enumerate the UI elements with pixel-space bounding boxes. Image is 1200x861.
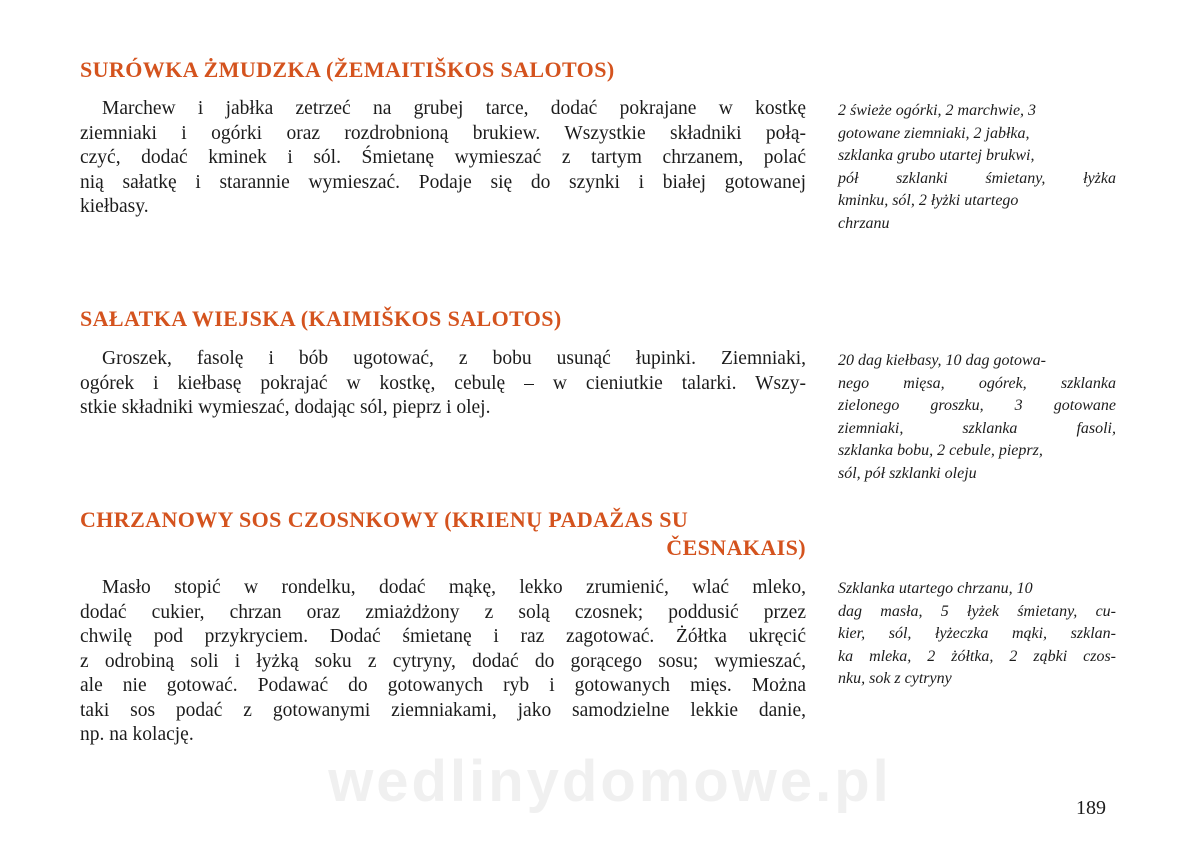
ingredients-list (838, 350, 1116, 485)
ingredient-line: sól, pół szklanki oleju (838, 464, 977, 482)
ingredient-line: szklanka bobu, 2 cebule, pieprz, (838, 442, 1043, 459)
recipe-title: SAŁATKA WIEJSKA (KAIMIŠKOS SALOTOS) (80, 306, 562, 331)
recipe-title (80, 506, 806, 562)
ingredient-line: chrzanu (838, 214, 890, 232)
instruction-line: ziemniaki i ogórki oraz rozdrobnioną brukiew. Wszystkie składniki połą- (80, 122, 806, 144)
ingredient-line: gotowane ziemniaki, 2 jabłka, (838, 124, 1030, 142)
ingredient-line: ka mleka, 2 żółtka, 2 ząbki czos- (838, 647, 1116, 665)
ingredient-line: Szklanka utartego chrzanu, 10 (838, 580, 1033, 597)
instruction-line: nią sałatkę i starannie wymieszać. Podaje się do szynki i białej gotowanej (80, 171, 806, 193)
recipe-instructions (80, 576, 806, 748)
instruction-line: chwilę pod przykryciem. Dodać śmietanę i raz zagotować. Żółtka ukręcić (80, 626, 806, 647)
ingredient-line: 2 świeże ogórki, 2 marchwie, 3 (838, 102, 1037, 119)
ingredient-line: dag masła, 5 łyżek śmietany, cu- (838, 602, 1116, 620)
ingredients-list (838, 578, 1116, 691)
ingredient-line: nego mięsa, ogórek, szklanka (838, 374, 1116, 392)
recipe-title: SURÓWKA ŻMUDZKA (ŽEMAITIŠKOS SALOTOS) (80, 57, 615, 82)
instruction-line: taki sos podać z gotowanymi ziemniakami, jako samodzielne lekkie danie, (80, 699, 806, 721)
watermark: wedlinydomowe.pl (328, 749, 892, 814)
ingredient-line: kminku, sól, 2 łyżki utartego (838, 192, 1019, 209)
instruction-line: dodać cukier, chrzan oraz zmiażdżony z solą czosnek; poddusić przez (80, 601, 806, 623)
recipe-instructions (80, 97, 806, 220)
instruction-line: kiełbasy. (80, 196, 149, 217)
instruction-line: Groszek, fasolę i bób ugotować, z bobu usunąć łupinki. Ziemniaki, (102, 348, 806, 369)
recipe-title-line: CHRZANOWY SOS CZOSNKOWY (KRIENŲ PADAŽAS SU (80, 507, 689, 532)
ingredient-line: pół szklanki śmietany, łyżka (838, 169, 1116, 187)
instruction-line: Masło stopić w rondelku, dodać mąkę, lekko zrumienić, wlać mleko, (102, 577, 806, 598)
recipe-title-line: ČESNAKAIS) (666, 535, 806, 560)
ingredients-list (838, 100, 1116, 235)
ingredient-line: szklanka grubo utartej brukwi, (838, 147, 1035, 164)
instruction-line: ogórek i kiełbasę pokrajać w kostkę, cebulę – w cieniutkie talarki. Wszy- (80, 372, 806, 394)
instruction-line: stkie składniki wymieszać, dodając sól, pieprz i olej. (80, 397, 491, 418)
ingredient-line: zielonego groszku, 3 gotowane (838, 397, 1116, 414)
instruction-line: np. na kolację. (80, 724, 194, 745)
instruction-line: z odrobiną soli i łyżką soku z cytryny, dodać do gorącego sosu; wymieszać, (80, 650, 806, 672)
instruction-line: czyć, dodać kminek i sól. Śmietanę wymieszać z tartym chrzanem, polać (80, 147, 806, 168)
ingredient-line: kier, sól, łyżeczka mąki, szklan- (838, 625, 1116, 642)
ingredient-line: nku, sok z cytryny (838, 670, 952, 687)
page-number: 189 (1076, 797, 1106, 819)
ingredient-line: ziemniaki, szklanka fasoli, (838, 419, 1116, 437)
instruction-line: Marchew i jabłka zetrzeć na grubej tarce, dodać pokrajane w kostkę (102, 98, 806, 119)
instruction-line: ale nie gotować. Podawać do gotowanych ryb i gotowanych mięs. Można (80, 675, 806, 696)
ingredient-line: 20 dag kiełbasy, 10 dag gotowa- (838, 352, 1046, 369)
recipe-instructions (80, 347, 806, 421)
